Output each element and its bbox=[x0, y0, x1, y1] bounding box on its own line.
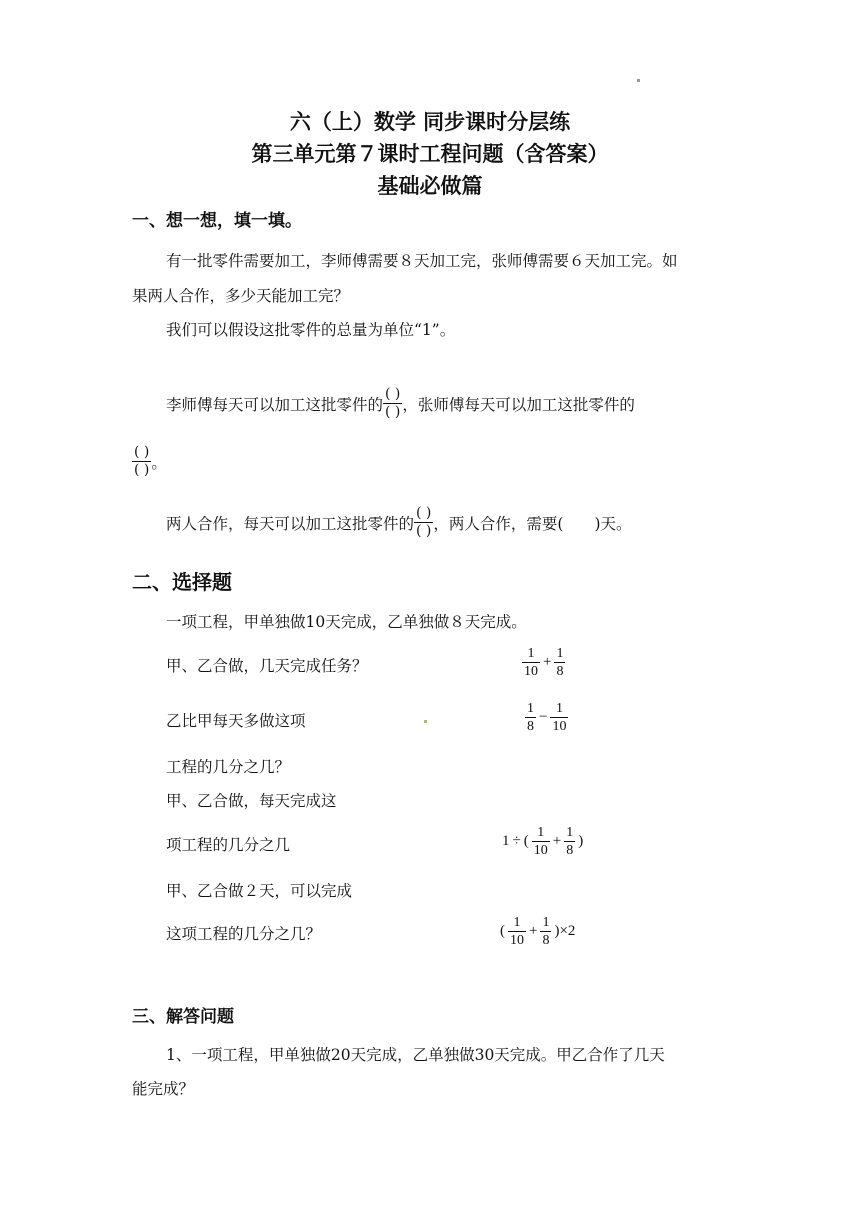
question-3-text-line2: 项工程的几分之几 bbox=[166, 836, 291, 854]
plus-sign: + bbox=[543, 654, 552, 670]
fraction-numerator-blank: ( ) bbox=[416, 505, 432, 521]
option-expression-a[interactable] bbox=[522, 645, 565, 680]
fill-in-fraction-together[interactable] bbox=[414, 505, 433, 540]
section2-heading: 二、选择题 bbox=[132, 570, 232, 594]
question-2-text-line1: 乙比甲每天多做这项 bbox=[166, 712, 306, 730]
page-subtitle: 第三单元第７课时工程问题（含答案） bbox=[251, 142, 609, 166]
section1-para3 bbox=[166, 386, 635, 421]
section3-question1-line1: 1、一项工程，甲单独做20天完成，乙单独做30天完成。甲乙合作了几天 bbox=[166, 1046, 665, 1064]
fraction-1-10: $\frac{1}{10}$ bbox=[524, 646, 538, 679]
section1-para3-text-c: 。 bbox=[151, 453, 167, 472]
question-1-text: 甲、乙合做，几天完成任务？ bbox=[166, 657, 368, 675]
question-4-text-line2: 这项工程的几分之几？ bbox=[166, 925, 322, 943]
section3-heading: 三、解答问题 bbox=[132, 1007, 234, 1027]
question-4-text-line1: 甲、乙合做２天，可以完成 bbox=[166, 882, 353, 900]
section1-para4 bbox=[166, 505, 632, 540]
times-two: )×2 bbox=[554, 923, 576, 939]
fraction-1-10: $\frac{1}{10}$ bbox=[510, 915, 524, 948]
section1-para1-line2: 果两人合作，多少天能加工完？ bbox=[132, 287, 350, 305]
option-expression-c[interactable] bbox=[502, 824, 583, 859]
section1-para1-line1: 有一批零件需要加工，李师傅需要８天加工完，张师傅需要６天加工完。如 bbox=[166, 252, 678, 270]
section1-para3-text-a: 李师傅每天可以加工这批零件的 bbox=[166, 395, 384, 414]
fill-in-fraction-li[interactable] bbox=[383, 386, 402, 421]
plus-sign: + bbox=[529, 923, 538, 939]
question-3-text-line1: 甲、乙合做，每天完成这 bbox=[166, 792, 337, 810]
minus-sign: − bbox=[539, 709, 548, 725]
plus-sign: + bbox=[552, 833, 562, 849]
fraction-numerator-blank: ( ) bbox=[134, 444, 150, 460]
fraction-denominator-blank: ( ) bbox=[416, 523, 432, 539]
fraction-numerator-blank: ( ) bbox=[385, 386, 401, 402]
right-paren: ) bbox=[578, 833, 584, 849]
number-one: 1 bbox=[502, 833, 510, 849]
page-title: 六（上）数学 同步课时分层练 bbox=[289, 110, 571, 134]
fraction-1-10: $\frac{1}{10}$ bbox=[533, 825, 548, 858]
fraction-1-10: $\frac{1}{10}$ bbox=[552, 701, 567, 734]
section1-para3-text-b: ，张师傅每天可以加工这批零件的 bbox=[402, 395, 635, 414]
section1-para4-text-a: 两人合作，每天可以加工这批零件的 bbox=[166, 514, 415, 533]
section1-para3-cont bbox=[132, 444, 167, 479]
fraction-1-8: $\frac{1}{8}$ bbox=[566, 825, 574, 858]
fraction-denominator-blank: ( ) bbox=[134, 462, 150, 478]
page-section-title: 基础必做篇 bbox=[377, 174, 483, 198]
scan-speck bbox=[424, 720, 427, 723]
option-expression-d[interactable] bbox=[500, 914, 575, 949]
fraction-denominator-blank: ( ) bbox=[385, 404, 401, 420]
divide-sign: ÷ bbox=[512, 833, 521, 849]
fraction-1-8: $\frac{1}{8}$ bbox=[527, 701, 534, 734]
option-expression-b[interactable] bbox=[525, 700, 568, 735]
fraction-1-8: $\frac{1}{8}$ bbox=[542, 915, 550, 948]
section1-heading: 一、想一想，填一填。 bbox=[132, 211, 302, 231]
fraction-1-8: $\frac{1}{8}$ bbox=[556, 646, 564, 679]
section3-question1-line2: 能完成？ bbox=[132, 1080, 195, 1098]
section1-para2: 我们可以假设这批零件的总量为单位“1”。 bbox=[166, 321, 456, 339]
left-paren: ( bbox=[523, 833, 529, 849]
scan-speck bbox=[637, 79, 640, 82]
fill-in-fraction-zhang[interactable] bbox=[132, 444, 151, 479]
question-2-text-line2: 工程的几分之几？ bbox=[166, 758, 291, 776]
left-paren: ( bbox=[500, 923, 505, 939]
section1-para4-text-b: ，两人合作，需要( )天。 bbox=[433, 514, 632, 533]
section2-intro: 一项工程，甲单独做10天完成，乙单独做８天完成。 bbox=[166, 613, 527, 631]
